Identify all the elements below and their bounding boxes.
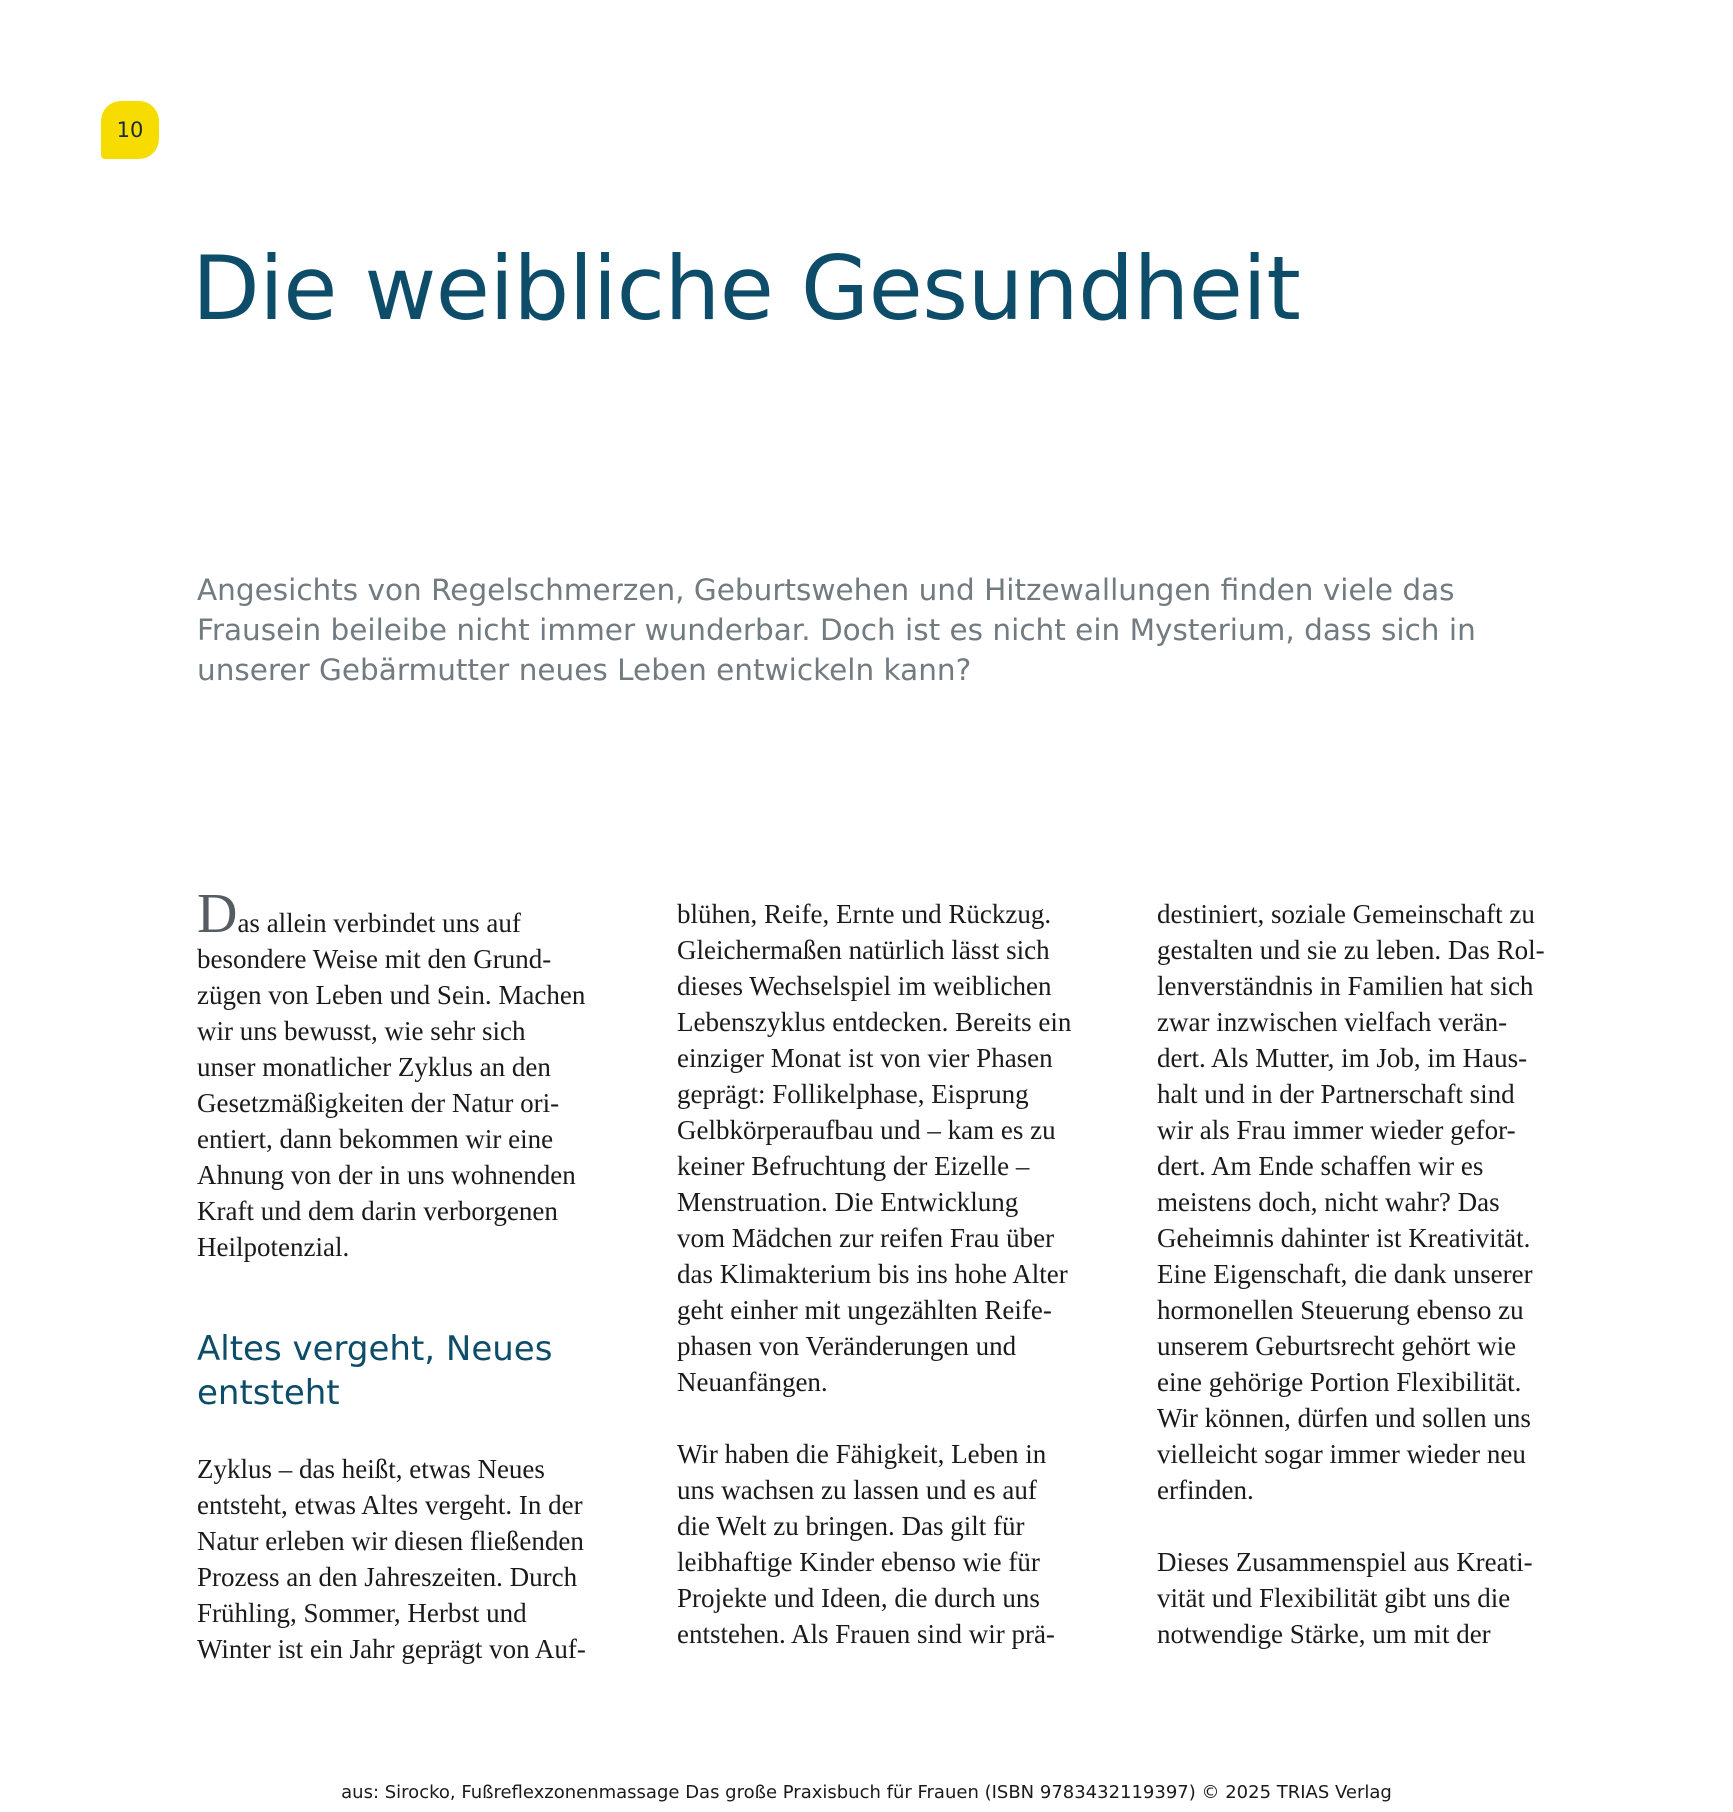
body-paragraph: destiniert, soziale Gemeinschaft zu gestalten und sie zu leben. Das Rol- lenverständnis in Familien hat sich zwar inzwischen vielfach verän- dert. Als Mutter, im Job, im Haus- halt und in der Partnerschaft sind wir als Frau immer wieder gefor- dert. Am Ende schaffen wir es meistens doch, nicht wahr? Das Geheimnis dahinter ist Kreativität. Eine Eigenschaft, die dank unserer hormonellen Steuerung ebenso zu unserem Geburtsrecht gehört wie eine gehörige Portion Flexibilität. Wir können, dürfen und sollen uns vielleicht sogar immer wieder neu erfinden. — [1157, 899, 1545, 1505]
section-subheading: Altes vergeht, Neues entsteht — [197, 1329, 553, 1413]
text-column-3 — [1157, 896, 1587, 1652]
body-paragraph: Wir haben die Fähigkeit, Leben in uns wachsen zu lassen und es auf die Welt zu bringen. Das gilt für leibhaftige Kinder ebenso wie für Projekte und Ideen, die durch uns entstehen. Als Frauen sind wir prä- — [677, 1439, 1055, 1649]
intro-paragraph — [197, 883, 627, 1265]
page-title: Die weibliche Gesundheit — [192, 237, 1301, 340]
drop-cap: D — [197, 883, 238, 945]
text-column-2 — [677, 896, 1107, 1652]
page-number-badge — [101, 101, 159, 159]
body-paragraph: Zyklus – das heißt, etwas Neues entsteht, etwas Altes vergeht. In der Natur erleben wir diesen fließenden Prozess an den Jahreszeiten. Durch Frühling, Sommer, Herbst und Winter ist ein Jahr geprägt von Auf- — [197, 1454, 586, 1664]
body-paragraph: Dieses Zusammenspiel aus Kreati- vität und Flexibilität gibt uns die notwendige Stärke, um mit der — [1157, 1547, 1533, 1649]
body-paragraph: blühen, Reife, Ernte und Rückzug. Gleichermaßen natürlich lässt sich dieses Wechselspiel im weiblichen Lebenszyklus entdecken. Bereits ein einziger Monat ist von vier Phasen geprägt: Follikelphase, Eisprung Gelbkörperaufbau und – kam es zu keiner Befruchtung der Eizelle – Menstruation. Die Entwicklung vom Mädchen zur reifen Frau über das Klimakterium bis ins hohe Alter geht einher mit ungezählten Reife- phasen von Veränderungen und Neuanfängen. — [677, 899, 1072, 1397]
intro-text: as allein verbindet uns auf besondere Weise mit den Grund- zügen von Leben und Sein. Machen wir uns bewusst, wie sehr sich unser monatlicher Zyklus an den Gesetzmäßigkeiten der Natur ori- entiert, dann bekommen wir eine Ahnung von der in uns wohnenden Kraft und dem darin verborgenen Heilpotenzial. — [197, 908, 586, 1262]
text-column-1 — [197, 883, 627, 1667]
lead-paragraph: Angesichts von Regelschmerzen, Geburtswehen und Hitzewallungen finden viele das Frausein beileibe nicht immer wunderbar. Doch ist es nicht ein Mysterium, dass sich in unserer Gebärmutter neues Leben entwickeln kann? — [197, 573, 1476, 687]
source-footer: aus: Sirocko, Fußreflexzonenmassage Das große Praxisbuch für Frauen (ISBN 9783432119397) © 2025 TRIAS Verlag — [341, 1782, 1392, 1803]
page-number: 10 — [116, 118, 144, 142]
